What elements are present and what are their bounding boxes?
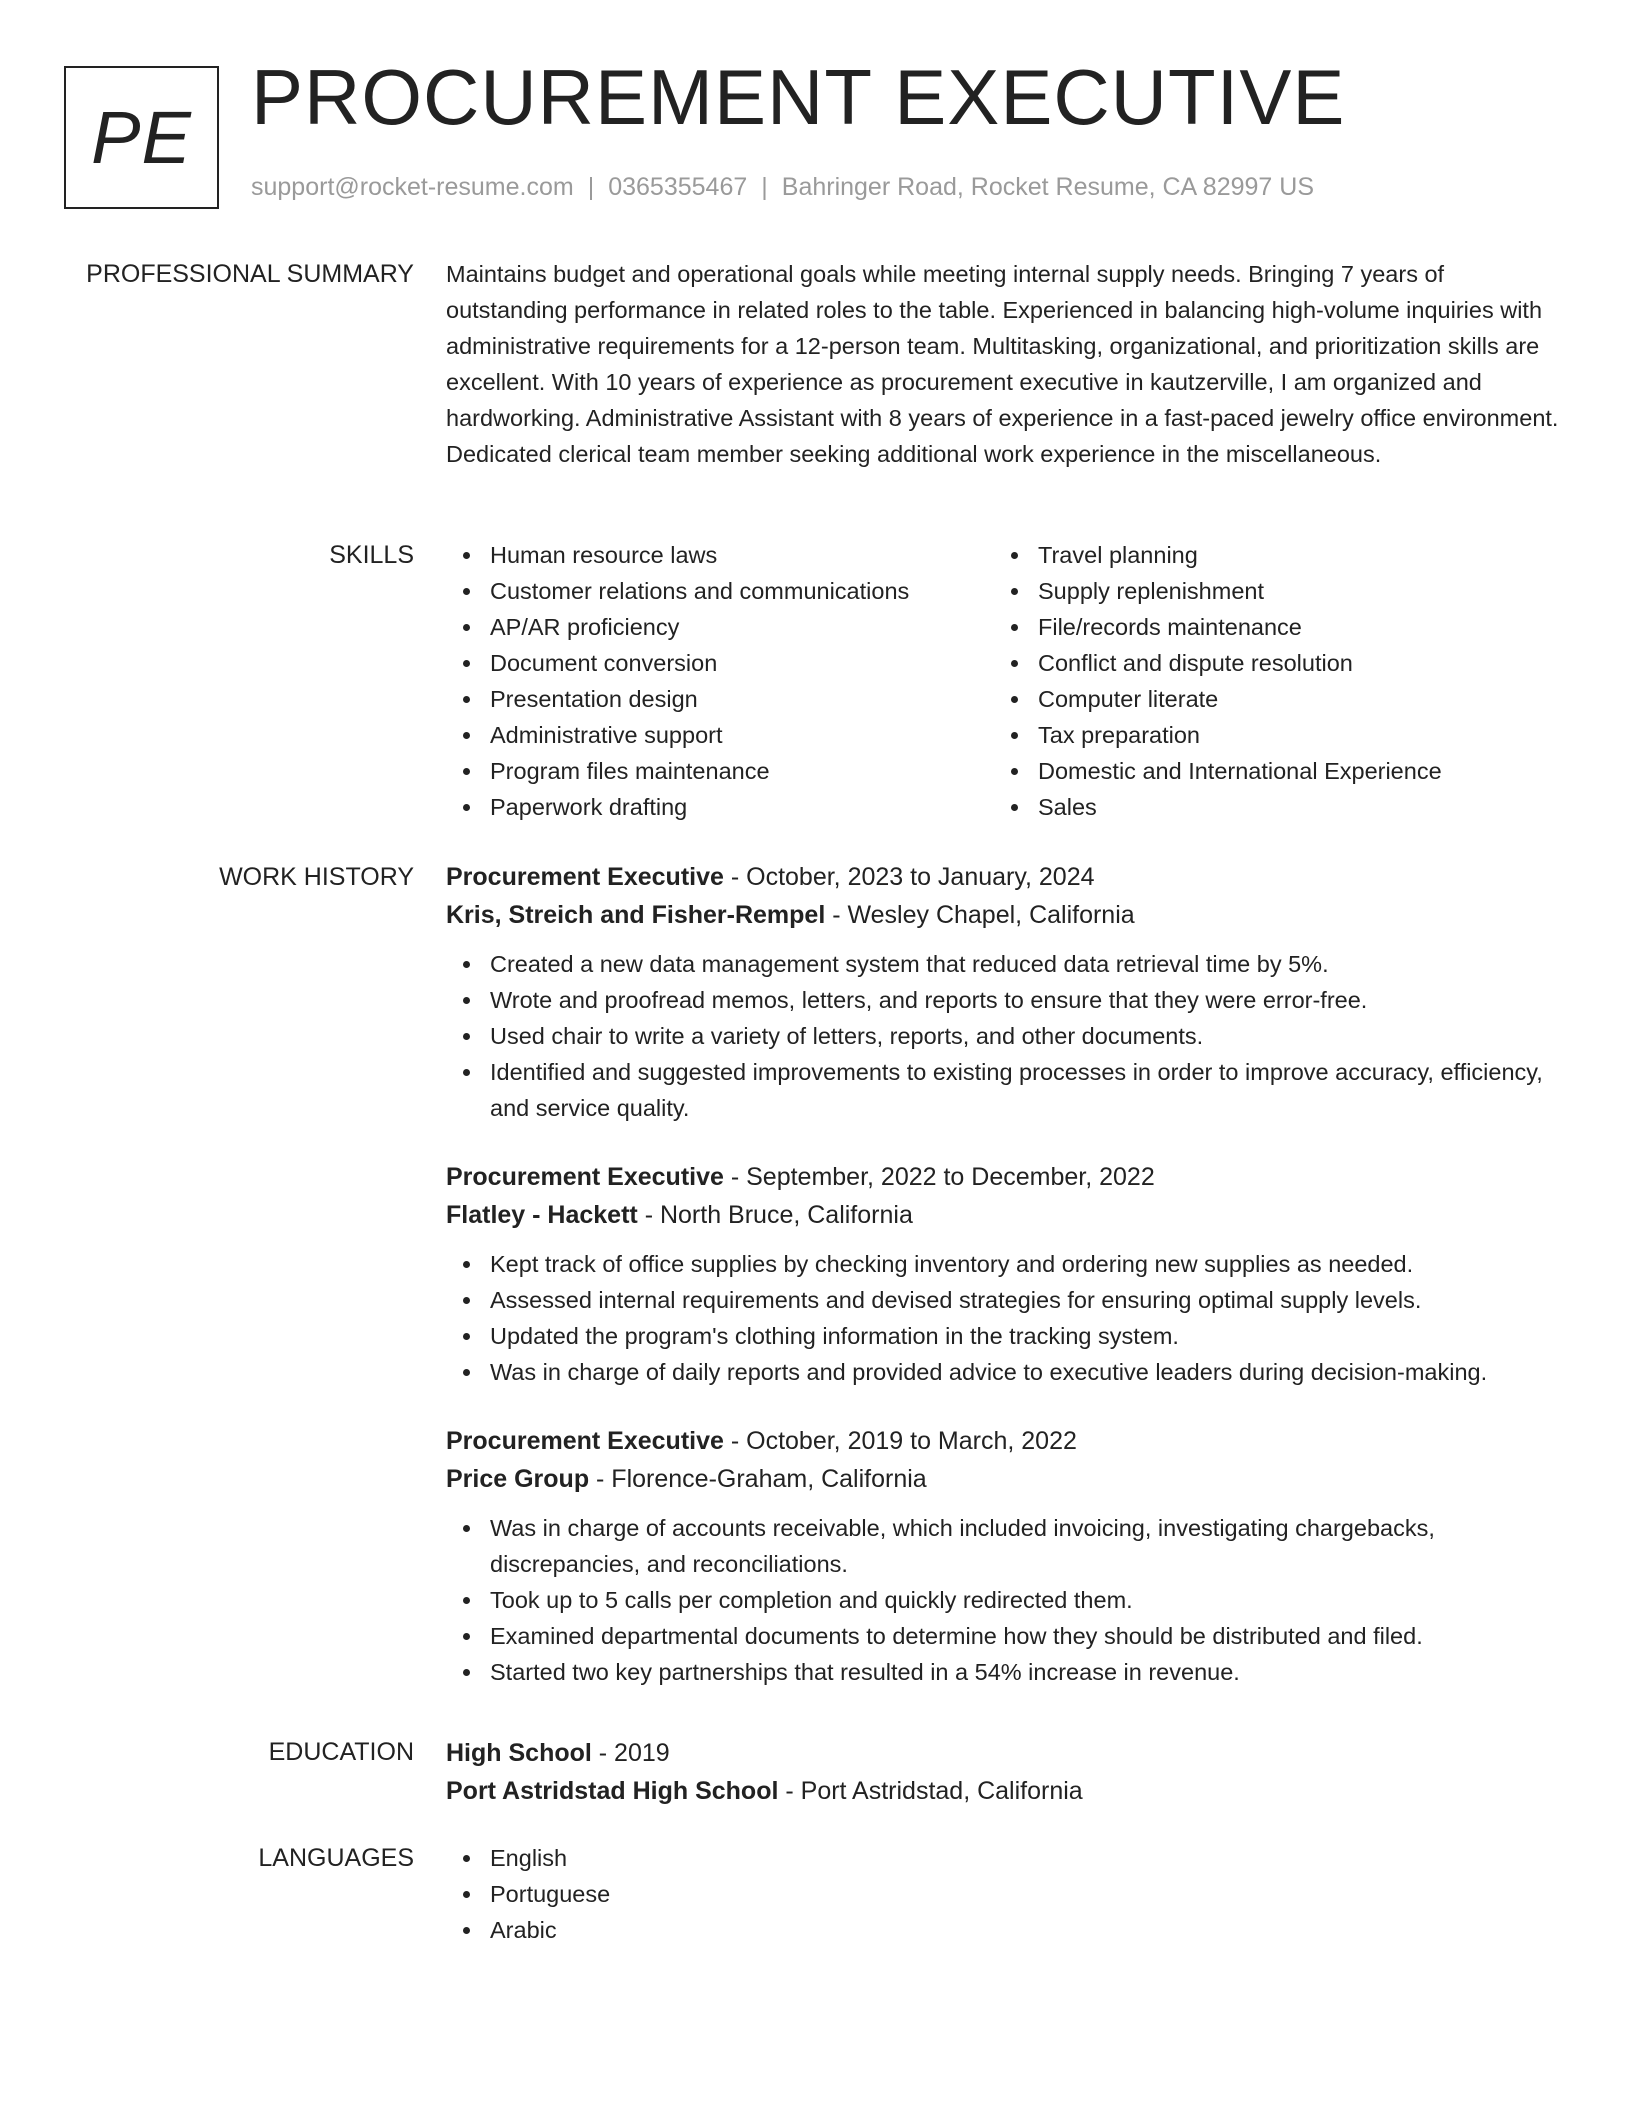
- job-title: Procurement Executive: [446, 1427, 724, 1455]
- job-company-line: [446, 896, 1566, 934]
- contact-separator: |: [587, 173, 595, 201]
- job-bullet-list: [446, 1510, 1566, 1690]
- summary-text: Maintains budget and operational goals while meeting internal supply needs. Bringing 7 years of outstanding performance in related roles to the table. Experienced in balancing high-volume inquiries with administrative requirements for a 12-person team. Multitasking, organizational, and prioritization skills are excellent. With 10 years of experience as procurement executive in kautzerville, I am organized and hardworking. Administrative Assistant with 8 years of experience in a fast-paced jewelry office environment. Dedicated clerical team member seeking additional work experience in the miscellaneous.: [446, 261, 1559, 467]
- section-label-skills: SKILLS: [329, 541, 414, 569]
- section-label-summary: PROFESSIONAL SUMMARY: [86, 260, 414, 288]
- monogram-box: [64, 66, 219, 209]
- job-title-line: [446, 858, 1566, 896]
- job-bullet: Started two key partnerships that resulted in a 54% increase in revenue.: [446, 1654, 1566, 1690]
- skill-item: Travel planning: [994, 537, 1542, 573]
- work-body: [446, 858, 1566, 1722]
- job-bullet: Updated the program's clothing information in the tracking system.: [446, 1318, 1566, 1354]
- section-label-work: WORK HISTORY: [219, 863, 414, 891]
- job-company: Flatley - Hackett: [446, 1201, 638, 1229]
- skill-item: Human resource laws: [446, 537, 994, 573]
- skill-item: Tax preparation: [994, 717, 1542, 753]
- job-title: Procurement Executive: [446, 863, 724, 891]
- job-bullet: Took up to 5 calls per completion and quickly redirected them.: [446, 1582, 1566, 1618]
- job-bullet: Assessed internal requirements and devised strategies for ensuring optimal supply levels.: [446, 1282, 1566, 1318]
- job-bullet: Used chair to write a variety of letters, reports, and other documents.: [446, 1018, 1566, 1054]
- skills-list-left: [446, 537, 994, 825]
- education-body: [446, 1734, 1566, 1810]
- skill-item: Administrative support: [446, 717, 994, 753]
- languages-list: [446, 1840, 1566, 1948]
- skill-item: Computer literate: [994, 681, 1542, 717]
- job-location: - Florence-Graham, California: [589, 1465, 927, 1493]
- contact-separator: |: [761, 173, 768, 201]
- skill-item: Document conversion: [446, 645, 994, 681]
- contact-address: Bahringer Road, Rocket Resume, CA 82997 US: [781, 173, 1314, 201]
- skill-item: Paperwork drafting: [446, 789, 994, 825]
- job-dates: - October, 2023 to January, 2024: [723, 863, 1095, 891]
- job-company: Kris, Streich and Fisher-Rempel: [446, 901, 826, 929]
- skill-item: Presentation design: [446, 681, 994, 717]
- language-item: Arabic: [446, 1912, 1566, 1948]
- skill-item: Sales: [994, 789, 1542, 825]
- job-bullet: Examined departmental documents to determine how they should be distributed and filed.: [446, 1618, 1566, 1654]
- job-dates: - September, 2022 to December, 2022: [723, 1163, 1155, 1191]
- job-company-line: [446, 1460, 1566, 1498]
- skills-list-right: [994, 537, 1542, 825]
- skill-item: Customer relations and communications: [446, 573, 994, 609]
- job-bullet-list: [446, 1246, 1566, 1390]
- job-dates: - October, 2019 to March, 2022: [723, 1427, 1077, 1455]
- job-bullet: Identified and suggested improvements to existing processes in order to improve accuracy, efficiency, and service quality.: [446, 1054, 1566, 1126]
- job-entry: [446, 1422, 1566, 1690]
- skill-item: AP/AR proficiency: [446, 609, 994, 645]
- job-bullet: Created a new data management system that reduced data retrieval time by 5%.: [446, 946, 1566, 982]
- skill-item: File/records maintenance: [994, 609, 1542, 645]
- language-item: Portuguese: [446, 1876, 1566, 1912]
- education-location: - Port Astridstad, California: [778, 1777, 1083, 1805]
- job-bullet-list: [446, 946, 1566, 1126]
- job-location: - Wesley Chapel, California: [825, 901, 1135, 929]
- education-degree: High School: [446, 1739, 592, 1767]
- section-label-languages: LANGUAGES: [258, 1844, 414, 1872]
- education-degree-line: [446, 1734, 1566, 1772]
- job-bullet: Kept track of office supplies by checking inventory and ordering new supplies as needed.: [446, 1246, 1566, 1282]
- skill-item: Domestic and International Experience: [994, 753, 1542, 789]
- job-title-line: [446, 1422, 1566, 1460]
- job-location: - North Bruce, California: [637, 1201, 913, 1229]
- languages-body: [446, 1840, 1566, 1948]
- candidate-name: PROCUREMENT EXECUTIVE: [251, 53, 1346, 141]
- contact-line: [251, 175, 1314, 200]
- job-bullet: Wrote and proofread memos, letters, and reports to ensure that they were error-free.: [446, 982, 1566, 1018]
- job-company: Price Group: [446, 1465, 590, 1493]
- job-bullet: Was in charge of accounts receivable, which included invoicing, investigating chargebacks, discrepancies, and reconciliations.: [446, 1510, 1566, 1582]
- skill-item: Conflict and dispute resolution: [994, 645, 1542, 681]
- skill-item: Program files maintenance: [446, 753, 994, 789]
- job-bullet: Was in charge of daily reports and provided advice to executive leaders during decision-making.: [446, 1354, 1566, 1390]
- job-entry: [446, 1158, 1566, 1390]
- language-item: English: [446, 1840, 1566, 1876]
- contact-phone[interactable]: 0365355467: [608, 173, 748, 201]
- monogram-initials: PE: [91, 96, 192, 179]
- skill-item: Supply replenishment: [994, 573, 1542, 609]
- education-school: Port Astridstad High School: [446, 1777, 779, 1805]
- job-entry: [446, 858, 1566, 1126]
- education-year: - 2019: [591, 1739, 670, 1767]
- job-title-line: [446, 1158, 1566, 1196]
- education-school-line: [446, 1772, 1566, 1810]
- job-company-line: [446, 1196, 1566, 1234]
- contact-email[interactable]: support@rocket-resume.com: [251, 173, 574, 201]
- section-label-education: EDUCATION: [268, 1738, 414, 1766]
- job-title: Procurement Executive: [446, 1163, 724, 1191]
- skills-body: [446, 537, 1566, 825]
